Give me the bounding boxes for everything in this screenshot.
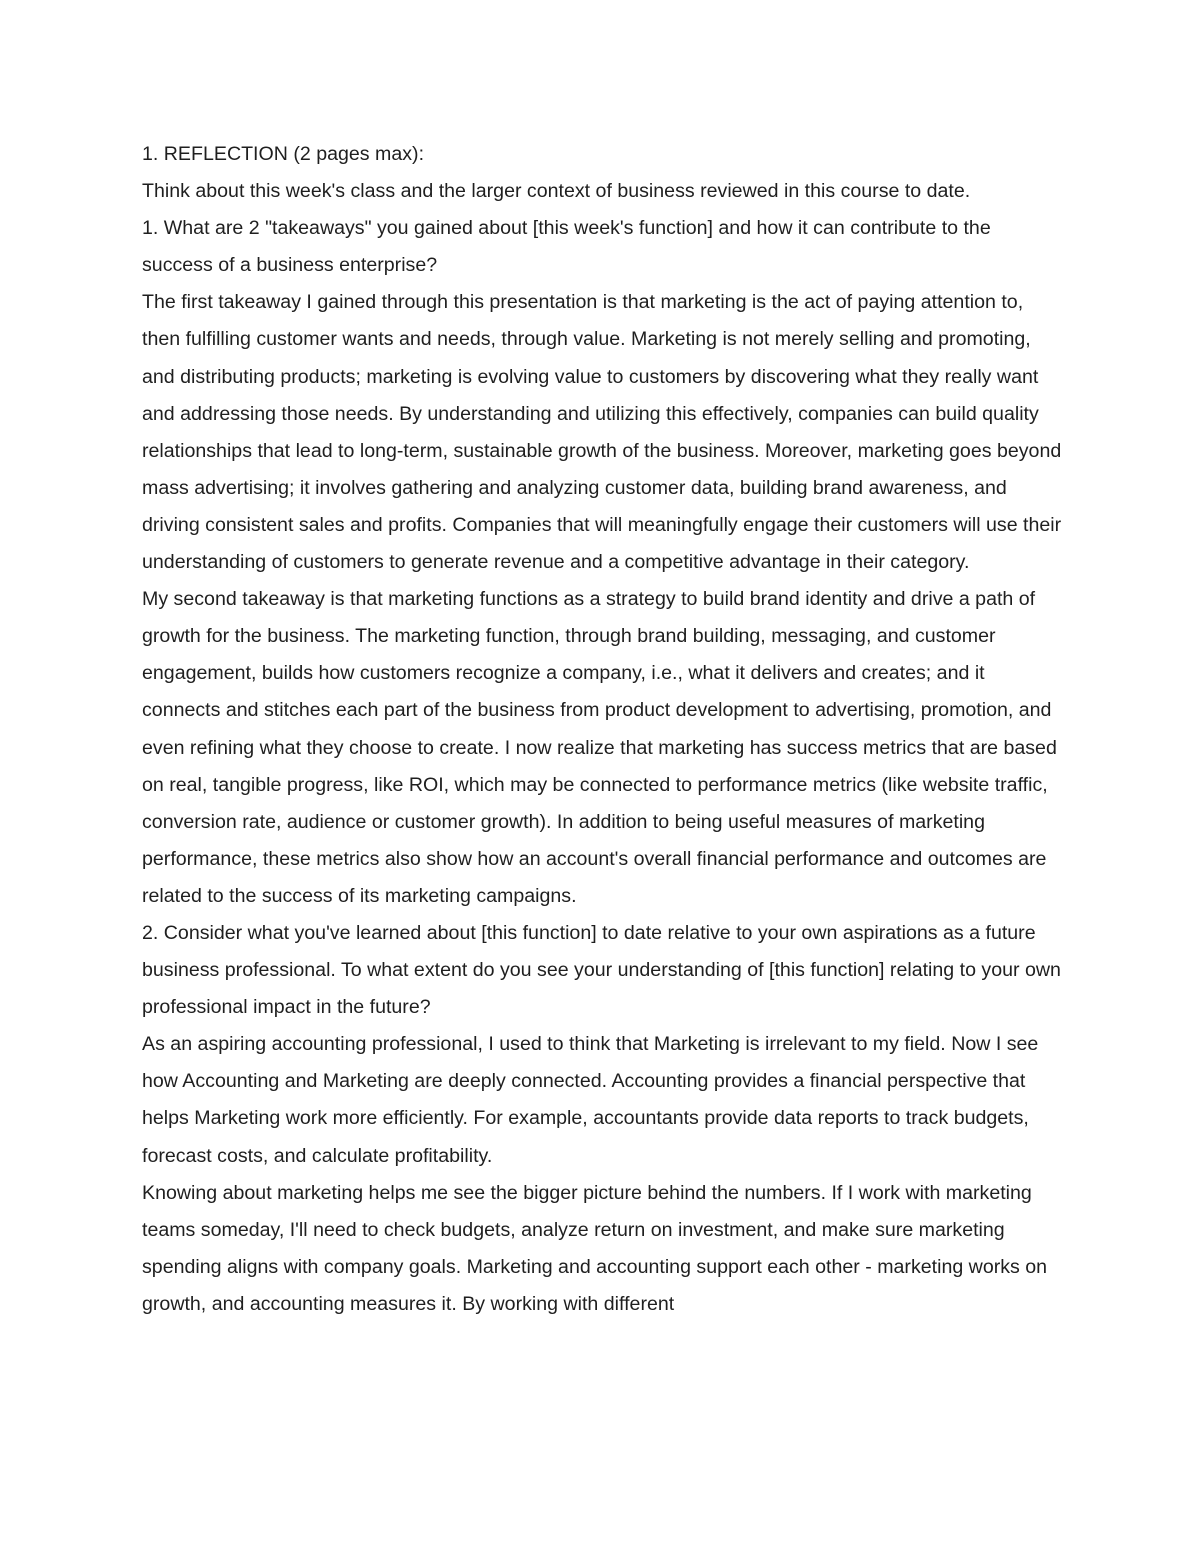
answer-1-first-takeaway: The first takeaway I gained through this presentation is that marketing is the act of paying attention to, then fulfilling customer wants and needs, through value. Marketing is not merely selling and promoting, and distributing products; marketing is evolving value to customers by discovering what they really want and addressing those needs. By understanding and utilizing this effectively, companies can build quality relationships that lead to long-term, sustainable growth of the business. Moreover, marketing goes beyond mass advertising; it involves gathering and analyzing customer data, building brand awareness, and driving consistent sales and profits. Companies that will meaningfully engage their customers will use their understanding of customers to generate revenue and a competitive advantage in their category. bbox=[142, 291, 1062, 574]
question-2: 2. Consider what you've learned about [this function] to date relative to your own aspirations as a future business professional. To what extent do you see your understanding of [this function] relating to your own professional impact in the future? bbox=[142, 921, 1061, 1019]
intro-paragraph: Think about this week's class and the larger context of business reviewed in this course to date. bbox=[142, 180, 971, 203]
answer-2-paragraph-2: Knowing about marketing helps me see the bigger picture behind the numbers. If I work with marketing teams someday, I'll need to check budgets, analyze return on investment, and make sure marketing spending aligns with company goals. Marketing and accounting support each other - marketing works on growth, and accounting measures it. By working with different bbox=[142, 1181, 1048, 1315]
answer-2-paragraph-1: As an aspiring accounting professional, I used to think that Marketing is irrelevant to my field. Now I see how Accounting and Marketing are deeply connected. Accounting provides a financial perspective that helps Marketing work more efficiently. For example, accountants provide data reports to track budgets, forecast costs, and calculate profitability. bbox=[142, 1033, 1039, 1167]
reflection-heading: 1. REFLECTION (2 pages max): bbox=[142, 143, 425, 165]
question-1: 1. What are 2 "takeaways" you gained about [this week's function] and how it can contribute to the success of a business enterprise? bbox=[142, 217, 991, 277]
document-body bbox=[142, 136, 1062, 1323]
answer-1-second-takeaway: My second takeaway is that marketing functions as a strategy to build brand identity and drive a path of growth for the business. The marketing function, through brand building, messaging, and customer engagement, builds how customers recognize a company, i.e., what it delivers and creates; and it connects and stitches each part of the business from product development to advertising, promotion, and even refining what they choose to create. I now realize that marketing has success metrics that are based on real, tangible progress, like ROI, which may be connected to performance metrics (like website traffic, conversion rate, audience or customer growth). In addition to being useful measures of marketing performance, these metrics also show how an account's overall financial performance and outcomes are related to the success of its marketing campaigns. bbox=[142, 588, 1057, 907]
